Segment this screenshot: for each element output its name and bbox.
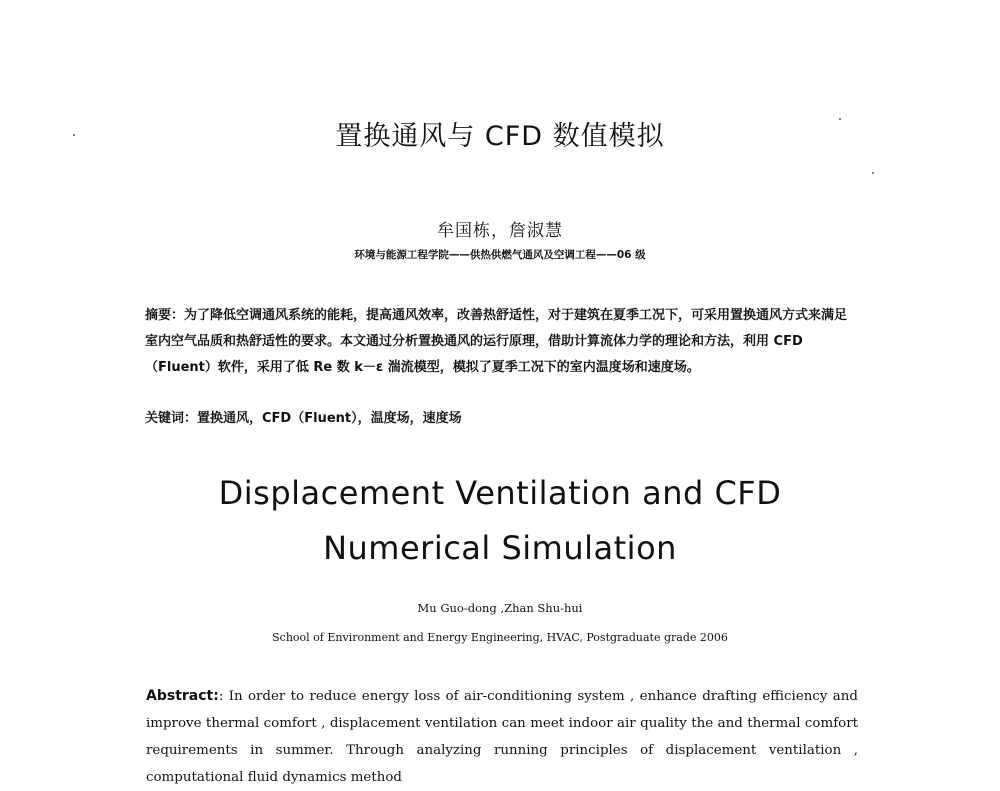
chinese-authors: 牟国栋，詹淑慧 bbox=[437, 221, 563, 241]
chinese-keywords-label: 关键词： bbox=[145, 411, 198, 426]
chinese-abstract-text: 为了降低空调通风系统的能耗，提高通风效率，改善热舒适性，对于建筑在夏季工况下，可采用置换通风方式来满足室内空气品质和热舒适性的要求。本文通过分析置换通风的运行原理，借助计算流体力学的理论和方法，利用 CFD（Fluent）软件，采用了低 Re 数 k－ε 湍流模型，模拟了夏季工况下的室内温度场和速度场。 bbox=[145, 308, 848, 375]
english-authors: Mu Guo-dong ,Zhan Shu-hui bbox=[417, 601, 583, 615]
chinese-abstract-label: 摘要： bbox=[145, 308, 185, 323]
english-abstract bbox=[146, 683, 858, 791]
chinese-keywords-text: 置换通风，CFD（Fluent），温度场，速度场 bbox=[197, 411, 462, 426]
scan-speck bbox=[872, 172, 874, 174]
chinese-keywords bbox=[145, 406, 859, 432]
english-abstract-text: : In order to reduce energy loss of air-conditioning system , enhance drafting efficiency and improve thermal comfort , displacement ventilation can meet indoor air quality the and thermal comfort requirements in summer. Through analyzing running principles of displacement ventilation , computational fluid dynamics method bbox=[146, 689, 858, 785]
english-abstract-label: Abstract: bbox=[146, 688, 219, 704]
chinese-title: 置换通风与 CFD 数值模拟 bbox=[335, 121, 665, 152]
english-affiliation: School of Environment and Energy Engineering, HVAC, Postgraduate grade 2006 bbox=[272, 631, 728, 644]
english-title: Displacement Ventilation and CFD Numerical Simulation bbox=[218, 474, 782, 567]
chinese-affiliation: 环境与能源工程学院——供热供燃气通风及空调工程——06 级 bbox=[354, 249, 646, 261]
chinese-abstract bbox=[145, 303, 859, 381]
